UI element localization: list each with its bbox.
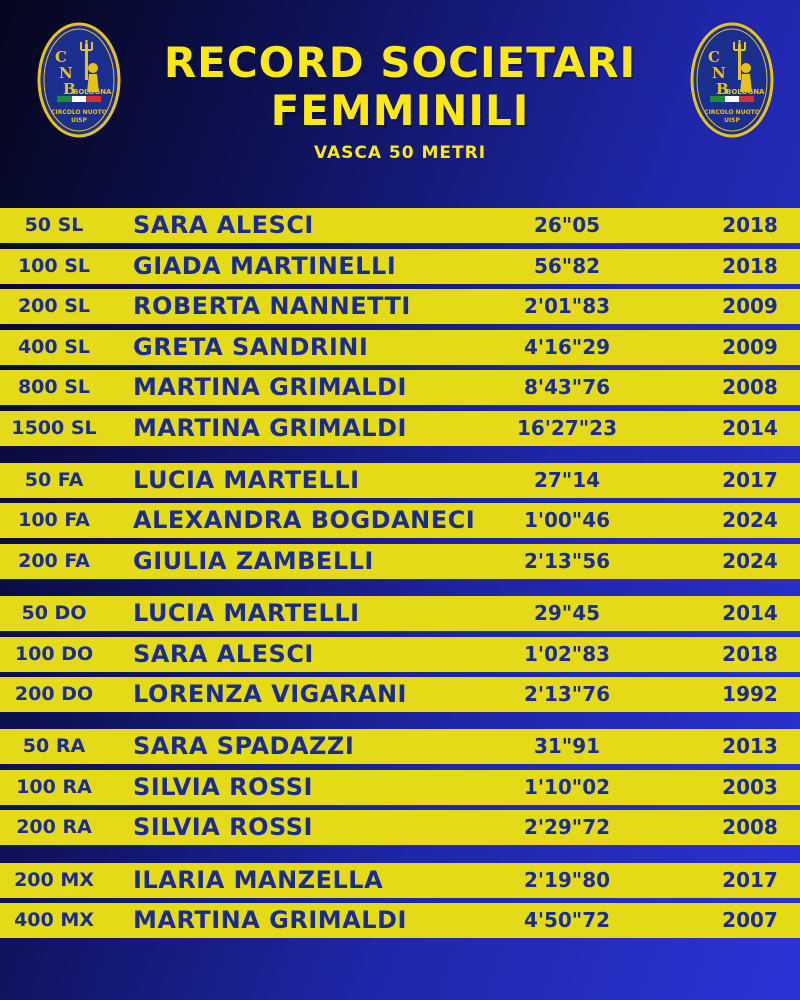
logo-club-line1: CIRCOLO NUOTO <box>704 109 760 116</box>
page-subtitle: VASCA 50 METRI <box>313 143 487 163</box>
record-row <box>0 289 800 324</box>
record-row <box>0 370 800 405</box>
record-event: 100 SL <box>17 255 91 277</box>
record-event: 400 SL <box>17 336 91 358</box>
record-time: 1'10"02 <box>523 775 611 799</box>
record-event: 1500 SL <box>11 417 97 439</box>
logo-letter-b: B <box>716 80 729 98</box>
record-year: 2018 <box>722 254 778 278</box>
logo-city: BOLOGNA <box>726 88 765 96</box>
logo-letter-b: B <box>63 80 76 98</box>
record-time: 8'43"76 <box>523 375 611 399</box>
record-year: 2003 <box>722 775 778 799</box>
record-event: 200 RA <box>16 816 92 838</box>
record-year: 2018 <box>722 213 778 237</box>
record-time: 31"91 <box>533 734 601 758</box>
record-athlete-name: MARTINA GRIMALDI <box>133 373 407 401</box>
record-year: 2014 <box>722 601 778 625</box>
record-row <box>0 863 800 898</box>
record-event: 50 FA <box>24 469 84 491</box>
record-time: 4'16"29 <box>523 335 611 359</box>
record-event: 200 FA <box>18 550 90 572</box>
logo-letter-c: C <box>708 48 720 66</box>
page-title-line2: FEMMINILI <box>270 86 530 135</box>
record-event: 400 MX <box>14 909 94 931</box>
record-row <box>0 596 800 631</box>
record-year: 1992 <box>722 682 778 706</box>
record-event: 50 DO <box>21 602 87 624</box>
record-year: 2008 <box>722 375 778 399</box>
logo-club-line2: UISP <box>71 117 87 124</box>
record-year: 2009 <box>722 294 778 318</box>
record-time: 2'29"72 <box>523 815 611 839</box>
record-athlete-name: SARA ALESCI <box>133 640 314 668</box>
record-time: 2'19"80 <box>523 868 611 892</box>
record-event: 100 FA <box>18 509 90 531</box>
record-event: 200 MX <box>14 869 94 891</box>
record-event: 50 SL <box>24 214 84 236</box>
record-athlete-name: ALEXANDRA BOGDANECI <box>133 506 476 534</box>
record-row <box>0 677 800 712</box>
logo-club-line1: CIRCOLO NUOTO <box>51 109 107 116</box>
record-athlete-name: GIULIA ZAMBELLI <box>133 547 374 575</box>
logo-letter-c: C <box>55 48 67 66</box>
record-row <box>0 729 800 764</box>
record-row <box>0 770 800 805</box>
record-year: 2007 <box>722 908 778 932</box>
record-row <box>0 503 800 538</box>
record-event: 200 SL <box>17 295 91 317</box>
logo-letter-n: N <box>59 64 73 82</box>
record-row <box>0 903 800 938</box>
record-year: 2014 <box>722 416 778 440</box>
record-event: 100 DO <box>14 643 94 665</box>
record-athlete-name: SARA ALESCI <box>133 211 314 239</box>
record-time: 56"82 <box>533 254 601 278</box>
record-athlete-name: GIADA MARTINELLI <box>133 252 397 280</box>
record-time: 29"45 <box>533 601 601 625</box>
record-athlete-name: SARA SPADAZZI <box>133 732 355 760</box>
record-athlete-name: SILVIA ROSSI <box>133 773 313 801</box>
record-time: 26"05 <box>533 213 601 237</box>
record-row <box>0 208 800 243</box>
record-year: 2009 <box>722 335 778 359</box>
record-time: 2'13"56 <box>523 549 611 573</box>
record-year: 2017 <box>722 868 778 892</box>
record-year: 2024 <box>722 508 778 532</box>
record-athlete-name: LUCIA MARTELLI <box>133 466 360 494</box>
record-athlete-name: ILARIA MANZELLA <box>133 866 384 894</box>
record-event: 50 RA <box>22 735 86 757</box>
record-time: 1'02"83 <box>523 642 611 666</box>
record-year: 2017 <box>722 468 778 492</box>
record-athlete-name: MARTINA GRIMALDI <box>133 414 407 442</box>
record-year: 2018 <box>722 642 778 666</box>
record-time: 4'50"72 <box>523 908 611 932</box>
record-time: 27"14 <box>533 468 601 492</box>
record-year: 2024 <box>722 549 778 573</box>
record-year: 2013 <box>722 734 778 758</box>
record-athlete-name: LUCIA MARTELLI <box>133 599 360 627</box>
record-time: 16'27"23 <box>516 416 618 440</box>
logo-club-line2: UISP <box>724 117 740 124</box>
record-row <box>0 810 800 845</box>
record-row <box>0 544 800 579</box>
record-time: 1'00"46 <box>523 508 611 532</box>
record-time: 2'13"76 <box>523 682 611 706</box>
record-athlete-name: MARTINA GRIMALDI <box>133 906 407 934</box>
record-athlete-name: SILVIA ROSSI <box>133 813 313 841</box>
record-row <box>0 330 800 365</box>
record-row <box>0 463 800 498</box>
record-row <box>0 411 800 446</box>
record-row <box>0 637 800 672</box>
record-event: 200 DO <box>14 683 94 705</box>
logo-city: BOLOGNA <box>73 88 112 96</box>
record-event: 800 SL <box>17 376 91 398</box>
record-athlete-name: LORENZA VIGARANI <box>133 680 407 708</box>
record-event: 100 RA <box>16 776 92 798</box>
page-title-line1: RECORD SOCIETARI <box>163 38 637 87</box>
logo-letter-n: N <box>712 64 726 82</box>
record-year: 2008 <box>722 815 778 839</box>
record-athlete-name: ROBERTA NANNETTI <box>133 292 411 320</box>
record-time: 2'01"83 <box>523 294 611 318</box>
record-athlete-name: GRETA SANDRINI <box>133 333 369 361</box>
record-row <box>0 249 800 284</box>
